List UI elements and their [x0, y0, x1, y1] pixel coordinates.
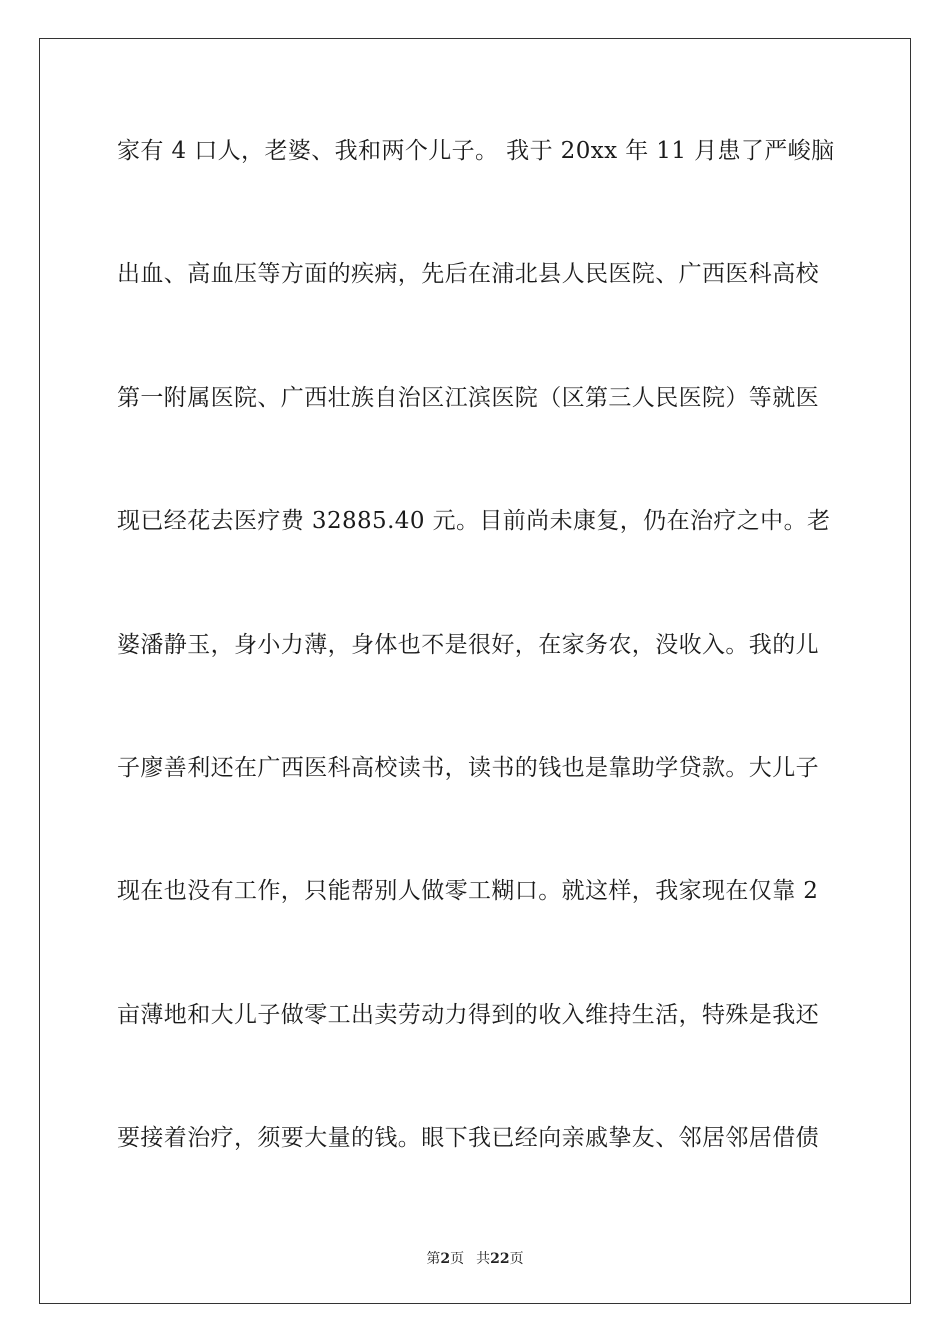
- page-number: 2: [440, 1251, 451, 1267]
- text-line: 出血、高血压等方面的疾病，先后在浦北县人民医院、广西医科高校: [117, 261, 819, 288]
- text-line: 子廖善利还在广西医科高校读书，读书的钱也是靠助学贷款。大儿子: [117, 754, 819, 781]
- document-body: [117, 125, 837, 1236]
- page-suffix: 页: [450, 1251, 465, 1267]
- text-line: 亩薄地和大儿子做零工出卖劳动力得到的收入维持生活，特殊是我还: [117, 1001, 819, 1028]
- total-suffix: 页: [509, 1251, 524, 1267]
- total-prefix: 共: [476, 1251, 491, 1267]
- text-line: 婆潘静玉，身小力薄，身体也不是很好，在家务农，没收入。我的儿: [117, 631, 819, 658]
- text-line: 现已经花去医疗费 32885.40 元。目前尚未康复，仍在治疗之中。老: [117, 508, 831, 535]
- text-line: 现在也没有工作，只能帮别人做零工糊口。就这样，我家现在仅靠 2: [117, 878, 819, 905]
- text-line: 要接着治疗，须要大量的钱。眼下我已经向亲戚挚友、邻居邻居借债: [117, 1125, 819, 1152]
- page-footer: [0, 1248, 950, 1268]
- page-prefix: 第: [426, 1251, 441, 1267]
- total-pages: 22: [490, 1251, 510, 1267]
- text-line: 家有 4 口人，老婆、我和两个儿子。 我于 20xx 年 11 月患了严峻脑: [117, 138, 835, 164]
- text-line: 第一附属医院、广西壮族自治区江滨医院（区第三人民医院）等就医: [117, 384, 819, 411]
